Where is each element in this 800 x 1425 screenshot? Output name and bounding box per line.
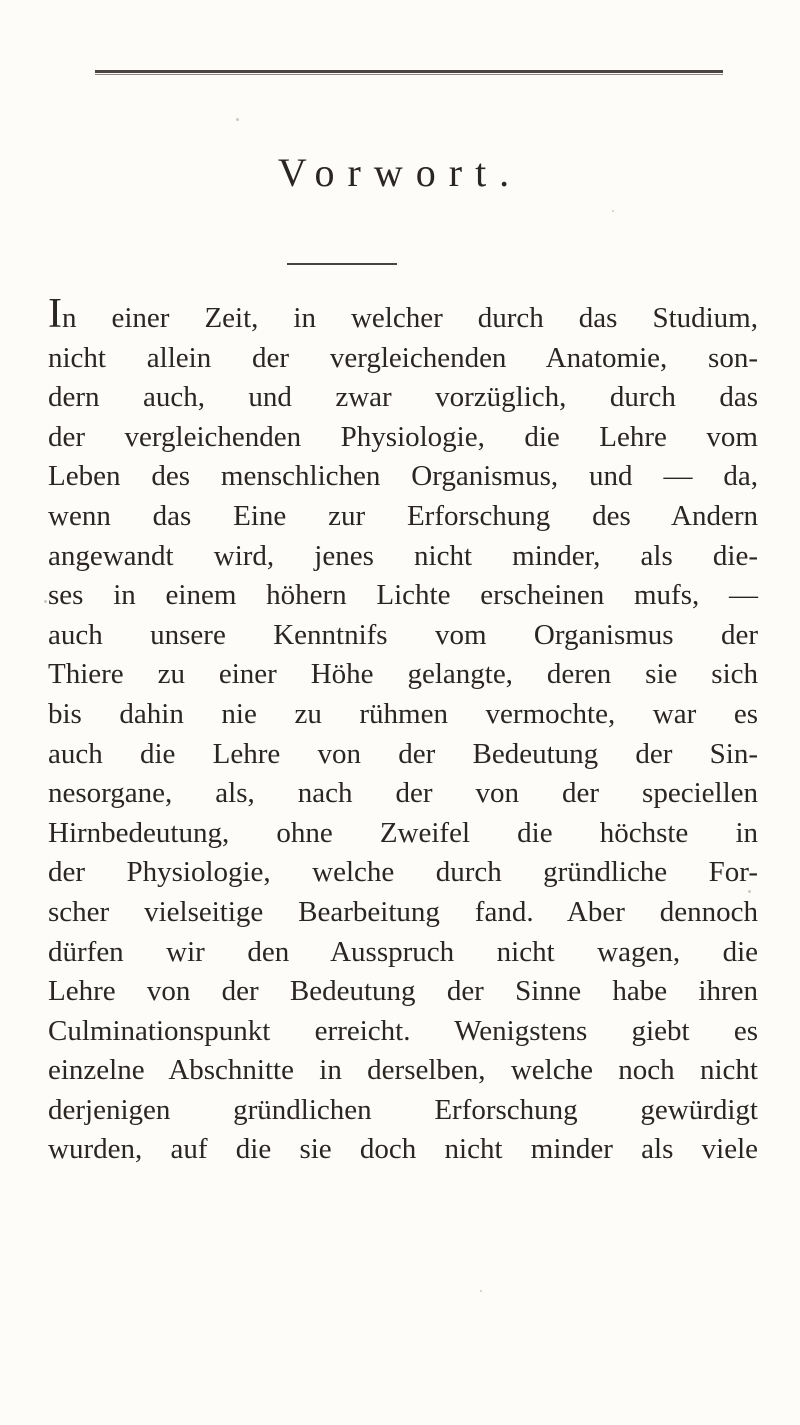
body-line: derjenigen gründlichen Erforschung gewürdigt: [48, 1093, 758, 1126]
body-line: scher vielseitige Bearbeitung fand. Aber dennoch: [48, 895, 758, 928]
page-title: Vorwort.: [277, 150, 523, 195]
body-line: auch unsere Kenntnifs vom Organismus der: [48, 618, 758, 651]
body-line: einzelne Abschnitte in derselben, welche noch nicht: [48, 1054, 758, 1087]
paper-speck: [612, 210, 614, 212]
title-underline-rule: [287, 263, 397, 265]
body-line: dern auch, und zwar vorzüglich, durch das: [48, 381, 758, 414]
paper-speck: [480, 1290, 482, 1292]
body-line: Lehre von der Bedeutung der Sinne habe ihren: [48, 975, 758, 1008]
body-line: Thiere zu einer Höhe gelangte, deren sie sich: [48, 658, 758, 691]
preface-body-text: [48, 291, 758, 1170]
paper-speck: [44, 600, 47, 603]
paper-speck: [236, 118, 239, 121]
body-line: wenn das Eine zur Erforschung des Andern: [48, 499, 758, 532]
body-line: Hirnbedeutung, ohne Zweifel die höchste in: [48, 816, 758, 849]
body-line: Leben des menschlichen Organismus, und — da,: [48, 460, 758, 493]
body-line: der Physiologie, welche durch gründliche For-: [48, 856, 758, 889]
body-line: [48, 291, 758, 339]
body-line: nicht allein der vergleichenden Anatomie, son-: [48, 341, 758, 374]
initial-letter: I: [48, 291, 62, 337]
body-line: dürfen wir den Ausspruch nicht wagen, die: [48, 935, 758, 968]
body-line: ses in einem höhern Lichte erscheinen mufs, —: [48, 579, 758, 612]
body-line: der vergleichenden Physiologie, die Lehre vom: [48, 420, 758, 453]
body-line: bis dahin nie zu rühmen vermochte, war es: [48, 697, 758, 730]
top-rule: [95, 70, 723, 73]
body-line: auch die Lehre von der Bedeutung der Sin-: [48, 737, 758, 770]
body-line: wurden, auf die sie doch nicht minder als viele: [48, 1133, 758, 1166]
first-line-text: n einer Zeit, in welcher durch das Studium,: [62, 302, 758, 334]
body-line: nesorgane, als, nach der von der speciellen: [48, 777, 758, 810]
paper-speck: [748, 890, 751, 893]
body-line: Culminationspunkt erreicht. Wenigstens giebt es: [48, 1014, 758, 1047]
body-line: angewandt wird, jenes nicht minder, als die-: [48, 539, 758, 572]
